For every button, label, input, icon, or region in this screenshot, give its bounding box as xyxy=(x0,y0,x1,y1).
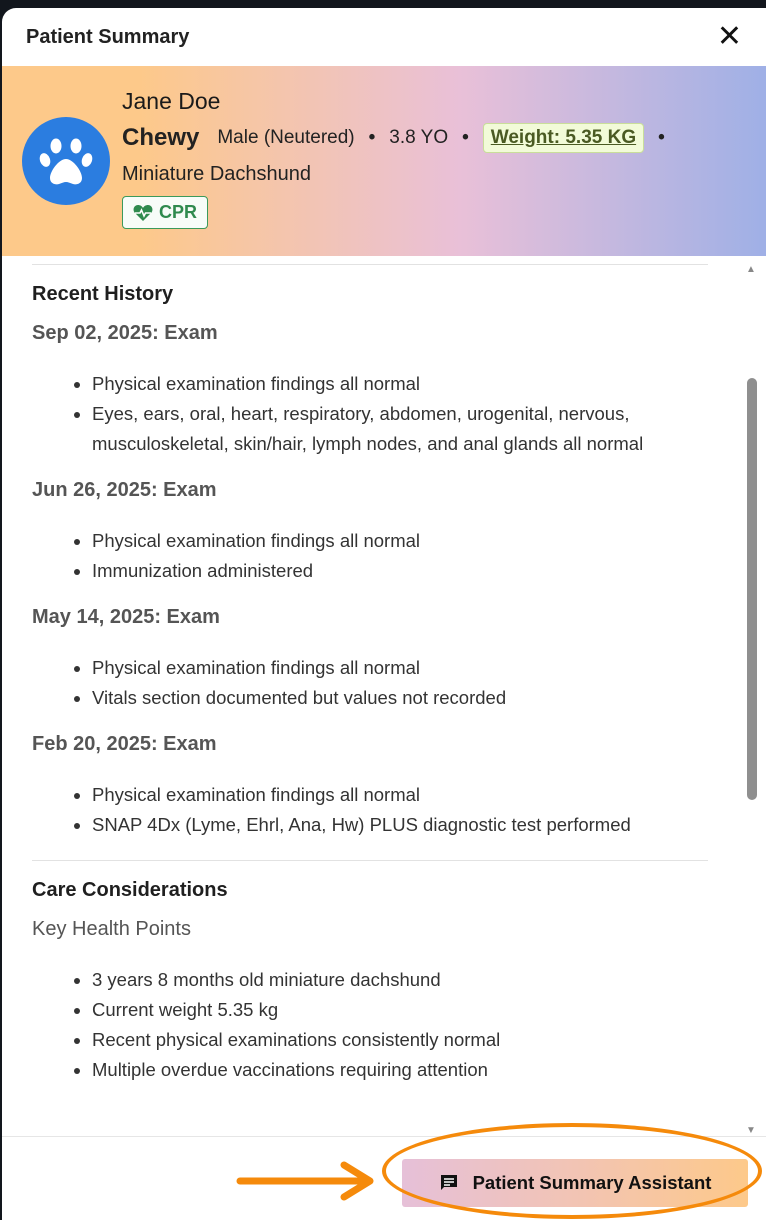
chat-icon xyxy=(439,1173,459,1193)
subsection-title: Key Health Points xyxy=(32,918,191,940)
cpr-badge xyxy=(122,196,208,229)
heart-pulse-icon xyxy=(133,204,153,222)
history-entry-heading: May 14, 2025: Exam xyxy=(32,606,220,628)
list-item: • Physical examination findings all normal xyxy=(92,369,708,399)
patient-banner xyxy=(2,66,766,256)
list-item: • Recent physical examinations consistently normal xyxy=(92,1025,708,1055)
list-item: • Eyes, ears, oral, heart, respiratory, abdomen, urogenital, nervous, musculoskeletal, skin/hair, lymph nodes, and anal glands all normal xyxy=(92,399,708,459)
weight-link[interactable]: Weight: 5.35 KG xyxy=(483,123,644,153)
arrow-annotation-icon xyxy=(236,1161,376,1201)
pet-name: Chewy xyxy=(122,124,200,151)
list-item: • Physical examination findings all normal xyxy=(92,653,708,683)
patient-summary-assistant-button[interactable] xyxy=(402,1159,748,1207)
history-entry-heading: Feb 20, 2025: Exam xyxy=(32,733,217,755)
history-entry-heading: Sep 02, 2025: Exam xyxy=(32,322,218,344)
pet-sex: Male (Neutered) xyxy=(217,127,355,148)
pet-age: 3.8 YO xyxy=(389,127,449,148)
assistant-label: Patient Summary Assistant xyxy=(472,1172,712,1193)
list-item: • Physical examination findings all normal xyxy=(92,526,708,556)
list-item: • Vitals section documented but values not recorded xyxy=(92,683,708,713)
scroll-down-icon[interactable]: ▼ xyxy=(746,1125,756,1136)
summary-content[interactable] xyxy=(2,256,766,1136)
history-entry-list xyxy=(92,653,708,713)
history-entry-list xyxy=(92,780,708,840)
paw-icon xyxy=(39,134,93,188)
list-item: • 3 years 8 months old miniature dachshund xyxy=(92,965,708,995)
scroll-up-icon[interactable]: ▲ xyxy=(746,264,756,275)
list-item: • Current weight 5.35 kg xyxy=(92,995,708,1025)
patient-summary-panel xyxy=(2,8,766,1220)
close-icon[interactable]: ✕ xyxy=(716,20,742,53)
history-entry-list xyxy=(92,369,708,459)
list-item: • Physical examination findings all normal xyxy=(92,780,708,810)
list-item: • SNAP 4Dx (Lyme, Ehrl, Ana, Hw) PLUS diagnostic test performed xyxy=(92,810,708,840)
panel-title: Patient Summary xyxy=(26,25,190,48)
separator: • xyxy=(658,127,665,148)
history-entry-list xyxy=(92,526,708,586)
history-entry-heading: Jun 26, 2025: Exam xyxy=(32,479,217,501)
divider xyxy=(32,264,708,265)
pet-breed: Miniature Dachshund xyxy=(122,163,311,185)
section-title: Recent History xyxy=(32,283,174,305)
section-title: Care Considerations xyxy=(32,879,228,901)
divider xyxy=(32,860,708,861)
separator: • xyxy=(462,127,469,148)
owner-name: Jane Doe xyxy=(122,88,221,114)
panel-header xyxy=(2,8,766,66)
cpr-label: CPR xyxy=(159,202,198,222)
avatar xyxy=(22,117,110,205)
separator: • xyxy=(368,127,376,148)
scrollbar-thumb[interactable] xyxy=(747,378,757,800)
scrollbar[interactable] xyxy=(744,262,758,1138)
panel-footer xyxy=(2,1136,766,1220)
care-list xyxy=(92,965,708,1085)
list-item: • Multiple overdue vaccinations requiring attention xyxy=(92,1055,708,1085)
list-item: • Immunization administered xyxy=(92,556,708,586)
